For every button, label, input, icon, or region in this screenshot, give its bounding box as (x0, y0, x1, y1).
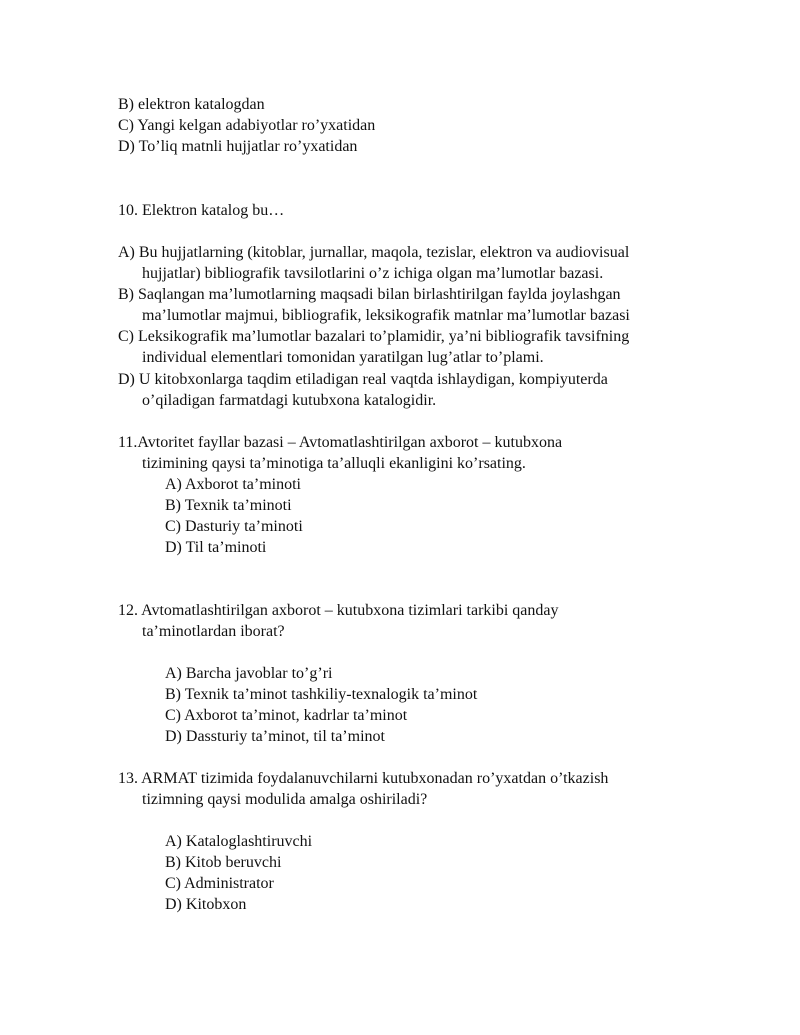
option-b-prev: B) elektron katalogdan (118, 96, 265, 113)
q12-option-c: C) Axborot ta’minot, kadrlar ta’minot (165, 707, 408, 724)
q10-option-b-cont: ma’lumotlar majmui, bibliografik, leksikografik matnlar ma’lumotlar bazasi (142, 307, 630, 324)
q10-option-c-cont: individual elementlari tomonidan yaratilgan lug’atlar to’plami. (142, 349, 544, 366)
question-11-cont: tizimining qaysi ta’minotiga ta’alluqli ekanligini ko’rsating. (142, 455, 526, 472)
q11-option-c: C) Dasturiy ta’minoti (165, 518, 303, 535)
q10-option-d: D) U kitobxonlarga taqdim etiladigan real vaqtda ishlaydigan, kompiyuterda (118, 371, 608, 388)
q13-option-d: D) Kitobxon (165, 896, 247, 913)
q12-option-d: D) Dassturiy ta’minot, til ta’minot (165, 728, 385, 745)
question-11: 11.Avtoritet fayllar bazasi – Avtomatlashtirilgan axborot – kutubxona (118, 434, 563, 451)
q13-option-c: C) Administrator (165, 875, 274, 892)
q10-option-c: C) Leksikografik ma’lumotlar bazalari to’plamidir, ya’ni bibliografik tavsifning (118, 328, 630, 345)
question-13-cont: tizimning qaysi modulida amalga oshiriladi? (142, 791, 428, 808)
option-c-prev: C) Yangi kelgan adabiyotlar ro’yxatidan (118, 117, 376, 134)
q13-option-a: A) Kataloglashtiruvchi (165, 833, 313, 850)
q11-option-a: A) Axborot ta’minoti (165, 476, 301, 493)
q12-option-b: B) Texnik ta’minot tashkiliy-texnalogik ta’minot (165, 686, 478, 703)
option-d-prev: D) To’liq matnli hujjatlar ro’yxatidan (118, 138, 358, 155)
question-10: 10. Elektron katalog bu… (118, 202, 285, 219)
q10-option-b: B) Saqlangan ma’lumotlarning maqsadi bilan birlashtirilgan faylda joylashgan (118, 286, 621, 303)
q13-option-b: B) Kitob beruvchi (165, 854, 282, 871)
question-12: 12. Avtomatlashtirilgan axborot – kutubxona tizimlari tarkibi qanday (118, 602, 559, 619)
q11-option-b: B) Texnik ta’minoti (165, 497, 292, 514)
q10-option-d-cont: o’qiladigan farmatdagi kutubxona katalogidir. (142, 392, 437, 409)
q11-option-d: D) Til ta’minoti (165, 539, 267, 556)
q12-option-a: A) Barcha javoblar to’g’ri (165, 665, 333, 682)
question-13: 13. ARMAT tizimida foydalanuvchilarni kutubxonadan ro’yxatdan o’tkazish (118, 770, 609, 787)
question-12-cont: ta’minotlardan iborat? (142, 623, 285, 640)
q10-option-a: A) Bu hujjatlarning (kitoblar, jurnallar, maqola, tezislar, elektron va audiovisual (118, 244, 630, 261)
q10-option-a-cont: hujjatlar) bibliografik tavsilotlarini o’z ichiga olgan ma’lumotlar bazasi. (142, 265, 604, 282)
